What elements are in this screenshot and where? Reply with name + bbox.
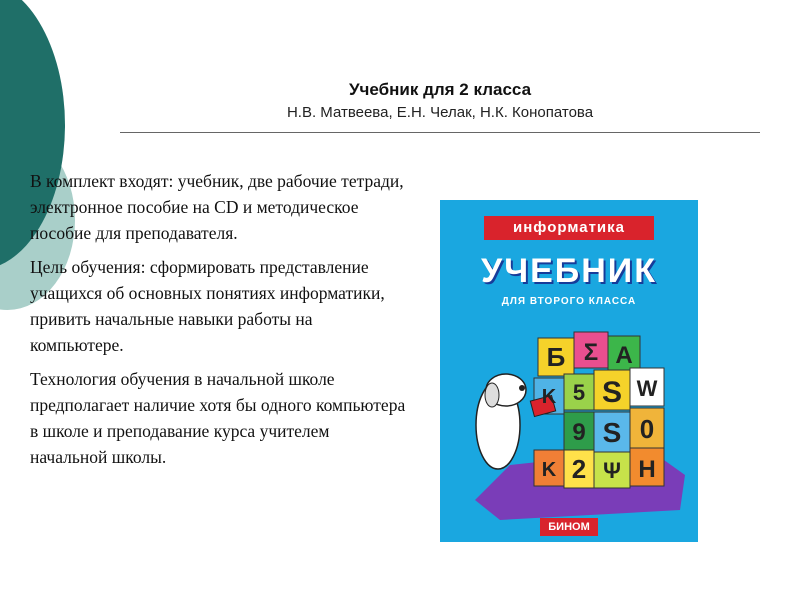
- cube-letter-7: W: [636, 376, 658, 401]
- cube-letter-12: 2: [571, 454, 587, 484]
- cover-subtitle: ДЛЯ ВТОРОГО КЛАССА: [501, 296, 637, 307]
- cube-letter-10: 0: [639, 414, 655, 444]
- cube-letter-14: H: [638, 456, 656, 483]
- slide-authors: Н.В. Матвеева, Е.Н. Челак, Н.К. Конопатова: [286, 104, 594, 121]
- cube-letter-5: 5: [572, 380, 586, 405]
- cube-letter-3: A: [615, 342, 633, 369]
- cube-letter-6: S: [601, 376, 623, 409]
- title-divider: [120, 132, 760, 133]
- slide-body: [30, 168, 410, 478]
- cube-letter-11: K: [541, 459, 557, 481]
- cover-title: УЧЕБНИК: [481, 252, 657, 290]
- book-cover-image: [440, 200, 698, 542]
- cube-letter-4: K: [541, 386, 557, 408]
- cube-letter-9: S: [602, 417, 622, 448]
- slide-title: Учебник для 2 класса: [348, 80, 532, 99]
- cube-letter-8: 9: [572, 419, 586, 446]
- cover-publisher: БИНОМ: [540, 518, 598, 536]
- dog-ear: [485, 383, 499, 407]
- paragraph-technology: Технология обучения в начальной школе предполагает наличие хотя бы одного компьютера в школе и преподавание курса учителем начальной школы.: [30, 369, 406, 467]
- cube-letter-13: Ψ: [603, 458, 621, 483]
- paragraph-kit: В комплект входят: учебник, две рабочие тетради, электронное пособие на CD и методическое пособие для преподавателя.: [30, 171, 404, 243]
- cover-series-band: информатика: [484, 216, 654, 240]
- cover-cubes-illustration: [440, 200, 698, 542]
- cube-letter-1: Б: [546, 342, 566, 372]
- cube-letter-2: Σ: [583, 339, 599, 366]
- dog-nose: [519, 385, 525, 391]
- paragraph-goal: Цель обучения: сформировать представление учащихся об основных понятиях информатики, привить начальные навыки работы на компьютере.: [30, 257, 385, 355]
